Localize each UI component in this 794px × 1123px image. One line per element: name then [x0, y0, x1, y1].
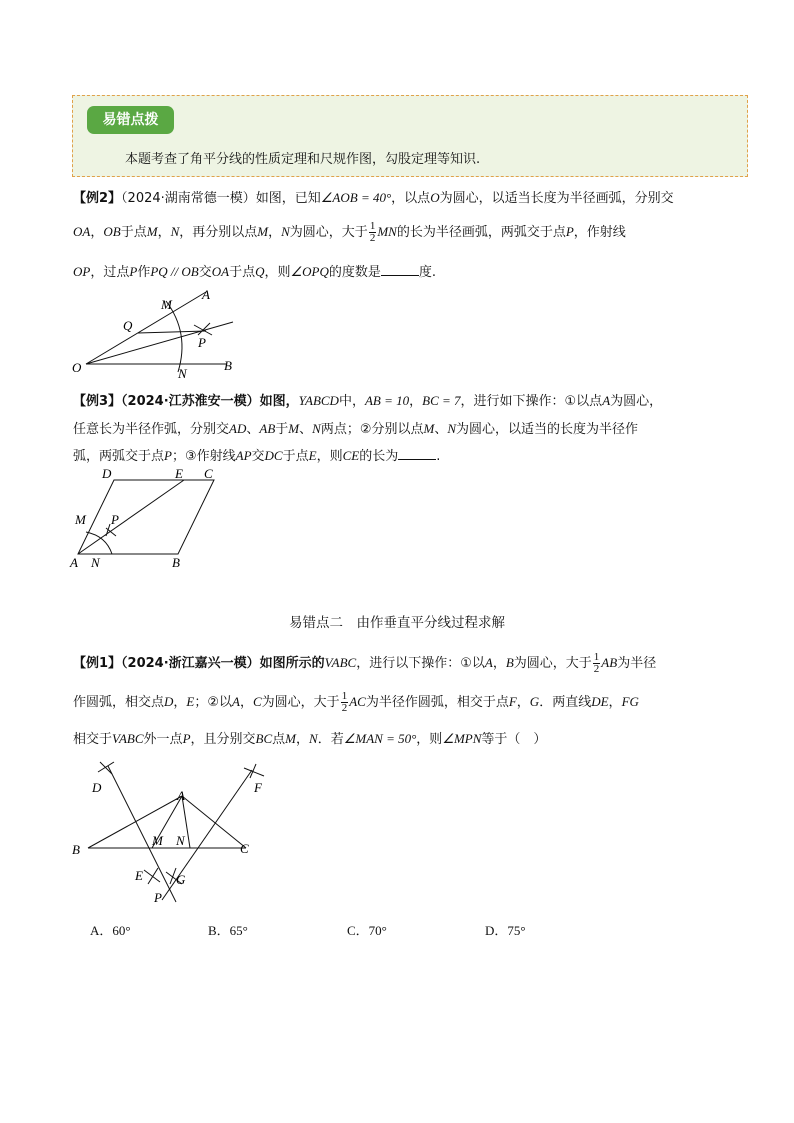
ex1-line1: 【例1】（2024·浙江嘉兴一模）如图所示的VABC，进行以下操作：①以A，B为圆心，大于 $\frac{1}{2}$ AB为半径: [73, 651, 657, 675]
choice-c[interactable]: C．70°: [347, 923, 387, 938]
ex1-line3: 相交于VABC外一点P，且分别交BC点M，N．若∠MAN = 50°，则∠MPN等于（ ）: [73, 731, 547, 747]
section-heading: 易错点二 由作垂直平分线过程求解: [289, 615, 505, 631]
figure-parallelogram: [62, 466, 222, 572]
figure-perpendicular-bisectors: [70, 760, 280, 910]
label-g: G: [176, 872, 186, 887]
segment-ab: [88, 796, 182, 848]
parallelogram-abcd: [78, 480, 214, 554]
label-d: D: [92, 780, 102, 795]
label-p: P: [198, 335, 206, 350]
figure-angle-bisector: [60, 283, 250, 380]
ray-op: [86, 322, 233, 364]
ex2-line3: OP，过点P作PQ // OB交OA于点Q，则∠OPQ的度数是 度.: [73, 264, 437, 280]
label-a: A: [70, 555, 78, 570]
label-f: F: [254, 780, 262, 795]
label-e: E: [175, 466, 183, 481]
label-m: M: [161, 297, 172, 312]
label-b: B: [224, 358, 232, 373]
label-n: N: [178, 366, 187, 380]
label-e: E: [135, 868, 143, 883]
label-p: P: [111, 512, 119, 527]
ex3-line2: 任意长为半径作弧，分别交AD、AB于M、N两点；②分别以点M、N为圆心，以适当的长度为半径作: [73, 421, 639, 437]
label-b: B: [172, 555, 180, 570]
label-d: D: [102, 466, 112, 481]
ex1-line2: 作圆弧，相交点D，E；②以A，C为圆心，大于 $\frac{1}{2}$ AC为半径作圆弧，相交于点F，G．两直线DE，FG: [73, 690, 639, 714]
ex2-tag: 【例2】: [73, 191, 122, 206]
answer-blank: [381, 263, 419, 276]
arc-mn: [86, 532, 112, 554]
label-o: O: [72, 360, 82, 375]
ex3-line1: 【例3】（2024·江苏淮安一模）如图，YABCD中，AB = 10，BC = 7，进行如下操作：①以点A为圆心，: [73, 393, 663, 409]
tip-box: [72, 95, 748, 177]
tip-badge: 易错点拨: [87, 106, 174, 134]
label-q: Q: [123, 318, 133, 333]
choice-a[interactable]: A．60°: [90, 923, 131, 938]
ex2-line2: OA，OB于点M，N，再分别以点M，N为圆心，大于 $\frac{1}{2}$ MN的长为半径画弧，两弧交于点P，作射线: [73, 220, 626, 244]
label-n: N: [91, 555, 100, 570]
choice-d[interactable]: D．75°: [485, 923, 526, 938]
label-a: A: [202, 287, 210, 302]
answer-blank: [398, 447, 436, 460]
choice-b[interactable]: B．65°: [208, 923, 248, 938]
label-n: N: [176, 833, 185, 848]
label-m: M: [75, 512, 86, 527]
ex2-line1: 【例2】（2024·湖南常德一模）如图，已知∠AOB = 40°，以点O为圆心，以适当长度为半径画弧，分别交: [73, 190, 674, 206]
label-b: B: [72, 842, 80, 857]
label-c: C: [240, 841, 249, 856]
arc-mark-f: [244, 764, 264, 778]
label-p: P: [154, 890, 162, 905]
tip-text: 本题考查了角平分线的性质定理和尺规作图，勾股定理等知识.: [125, 152, 481, 167]
fraction-half: $\frac{1}{2}$: [369, 220, 376, 244]
label-m: M: [152, 833, 163, 848]
ray-ae: [78, 480, 184, 554]
ex3-line3: 弧，两弧交于点P；③作射线AP交DC于点E，则CE的长为 .: [73, 448, 441, 464]
segment-ac: [182, 796, 246, 848]
label-a: A: [177, 788, 185, 803]
arc-mark-e: [144, 868, 160, 884]
ray-oa: [86, 292, 206, 364]
label-c: C: [204, 466, 213, 481]
